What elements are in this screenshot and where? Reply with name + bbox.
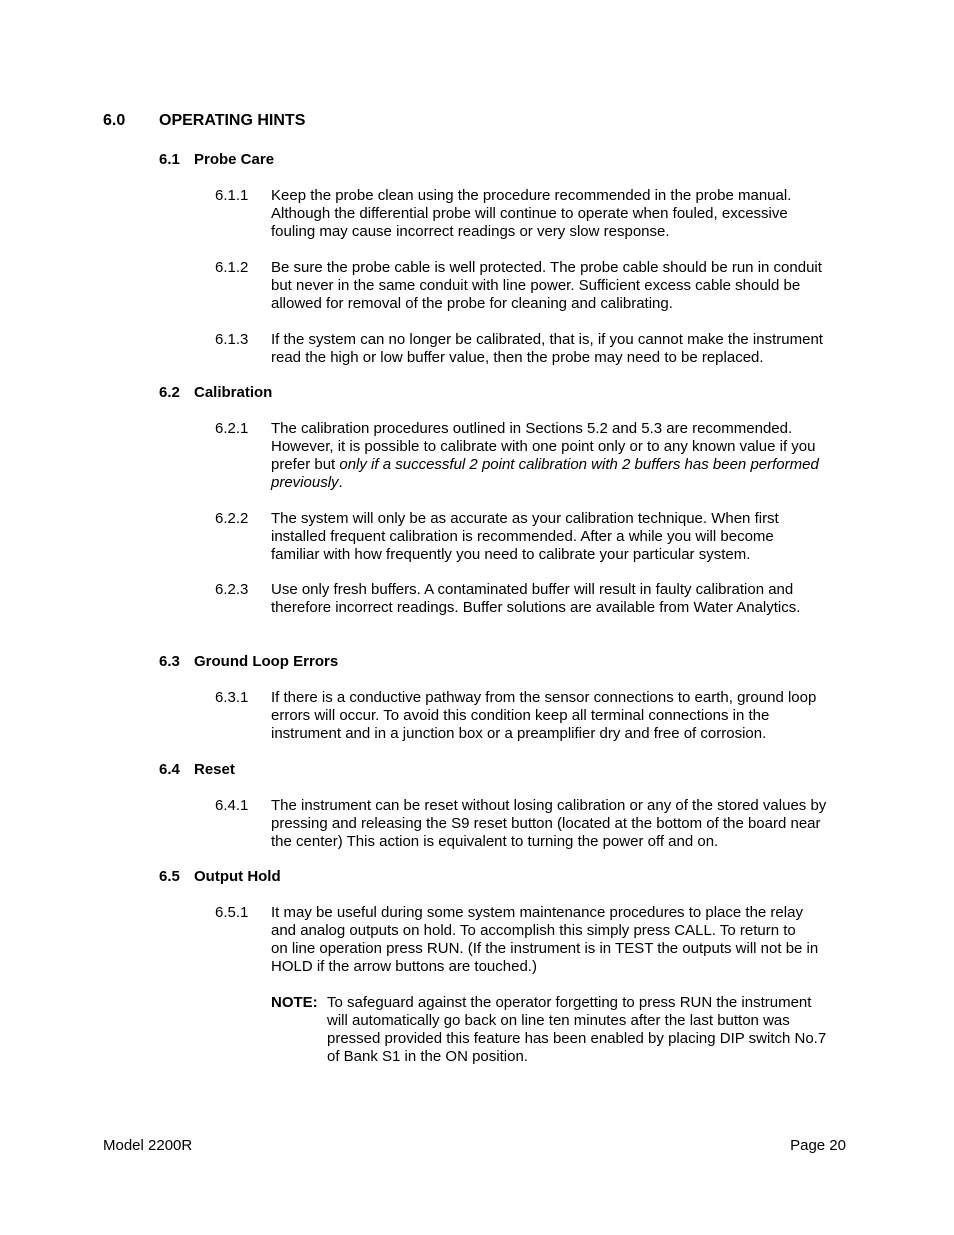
item-number-6-1-1: 6.1.1 — [215, 187, 249, 204]
subsection-heading-6-1 — [159, 151, 274, 168]
text-line: instrument and in a junction box or a preamplifier dry and free of corrosion. — [271, 725, 767, 742]
item-text-6-1-2 — [271, 259, 855, 313]
text-line: but never in the same conduit with line power. Sufficient excess cable should be — [271, 277, 801, 294]
text-run: prefer but — [271, 456, 340, 473]
subsection-number: 6.5 — [159, 868, 180, 885]
text-line: pressing and releasing the S9 reset button (located at the bottom of the board near — [271, 815, 821, 832]
item-text-6-2-3 — [271, 581, 855, 617]
emphasis-text: only if a successful 2 point calibration with 2 buffers has been performed — [339, 456, 819, 473]
subsection-heading-6-2 — [159, 384, 272, 401]
item-text-6-1-1 — [271, 187, 855, 241]
text-line: the center) This action is equivalent to turning the power off and on. — [271, 833, 719, 850]
item-number-6-2-2: 6.2.2 — [215, 510, 249, 527]
item-number-6-2-3: 6.2.3 — [215, 581, 249, 598]
text-line: Keep the probe clean using the procedure recommended in the probe manual. — [271, 187, 792, 204]
item-number-6-1-2: 6.1.2 — [215, 259, 249, 276]
text-line — [271, 456, 855, 474]
text-line: If the system can no longer be calibrated, that is, if you cannot make the instrument — [271, 331, 823, 348]
item-text-6-2-2 — [271, 510, 855, 564]
item-text-6-1-3 — [271, 331, 855, 367]
text-line: read the high or low buffer value, then the probe may need to be replaced. — [271, 349, 764, 366]
text-line: on line operation press RUN. (If the instrument is in TEST the outputs will not be in — [271, 940, 819, 957]
subsection-number: 6.4 — [159, 761, 180, 778]
emphasis-text: previously — [271, 474, 339, 491]
text-line: To safeguard against the operator forgetting to press RUN the instrument — [327, 994, 812, 1011]
item-number-6-1-3: 6.1.3 — [215, 331, 249, 348]
item-number-6-2-1: 6.2.1 — [215, 420, 249, 437]
section-heading-6-0 — [103, 112, 305, 130]
text-line: installed frequent calibration is recommended. After a while you will become — [271, 528, 774, 545]
text-line: Although the differential probe will continue to operate when fouled, excessive — [271, 205, 788, 222]
subsection-number: 6.3 — [159, 653, 180, 670]
text-line: therefore incorrect readings. Buffer solutions are available from Water Analytics. — [271, 599, 801, 616]
subsection-title: Output Hold — [194, 868, 281, 885]
subsection-title: Reset — [194, 761, 235, 778]
text-line: Use only fresh buffers. A contaminated buffer will result in faulty calibration and — [271, 581, 794, 598]
text-run: . — [338, 474, 343, 491]
item-number-6-3-1: 6.3.1 — [215, 689, 249, 706]
footer-model: Model 2200R — [103, 1137, 193, 1154]
text-line: HOLD if the arrow buttons are touched.) — [271, 958, 537, 975]
text-line: of Bank S1 in the ON position. — [327, 1048, 528, 1065]
subsection-title: Probe Care — [194, 151, 275, 168]
item-text-6-4-1 — [271, 797, 855, 851]
note-text — [327, 994, 853, 1066]
text-line: Be sure the probe cable is well protected. The probe cable should be run in conduit — [271, 259, 822, 276]
section-number: 6.0 — [103, 112, 126, 129]
text-line — [271, 474, 855, 492]
text-line: allowed for removal of the probe for cleaning and calibrating. — [271, 295, 673, 312]
text-line: and analog outputs on hold. To accomplish this simply press CALL. To return to — [271, 922, 796, 939]
subsection-heading-6-5 — [159, 868, 281, 885]
text-line: familiar with how frequently you need to calibrate your particular system. — [271, 546, 751, 563]
text-line: pressed provided this feature has been enabled by placing DIP switch No.7 — [327, 1030, 827, 1047]
text-line: The calibration procedures outlined in Sections 5.2 and 5.3 are recommended. — [271, 420, 793, 437]
subsection-heading-6-4 — [159, 761, 235, 778]
text-line: It may be useful during some system maintenance procedures to place the relay — [271, 904, 803, 921]
subsection-number: 6.1 — [159, 151, 180, 168]
item-number-6-5-1: 6.5.1 — [215, 904, 249, 921]
item-text-6-5-1 — [271, 904, 855, 976]
footer-page-number: Page 20 — [790, 1137, 846, 1154]
text-line: fouling may cause incorrect readings or very slow response. — [271, 223, 670, 240]
text-line: errors will occur. To avoid this condition keep all terminal connections in the — [271, 707, 770, 724]
text-line: However, it is possible to calibrate with one point only or to any known value if you — [271, 438, 816, 455]
subsection-heading-6-3 — [159, 653, 338, 670]
subsection-title: Ground Loop Errors — [194, 653, 339, 670]
item-number-6-4-1: 6.4.1 — [215, 797, 249, 814]
subsection-number: 6.2 — [159, 384, 180, 401]
text-line: The instrument can be reset without losing calibration or any of the stored values by — [271, 797, 827, 814]
item-text-6-2-1 — [271, 420, 855, 492]
item-text-6-3-1 — [271, 689, 855, 743]
subsection-title: Calibration — [194, 384, 273, 401]
text-line: The system will only be as accurate as your calibration technique. When first — [271, 510, 779, 527]
section-title: OPERATING HINTS — [159, 112, 306, 129]
text-line: If there is a conductive pathway from the sensor connections to earth, ground loop — [271, 689, 817, 706]
text-line: will automatically go back on line ten minutes after the last button was — [327, 1012, 790, 1029]
note-label: NOTE: — [271, 994, 318, 1011]
